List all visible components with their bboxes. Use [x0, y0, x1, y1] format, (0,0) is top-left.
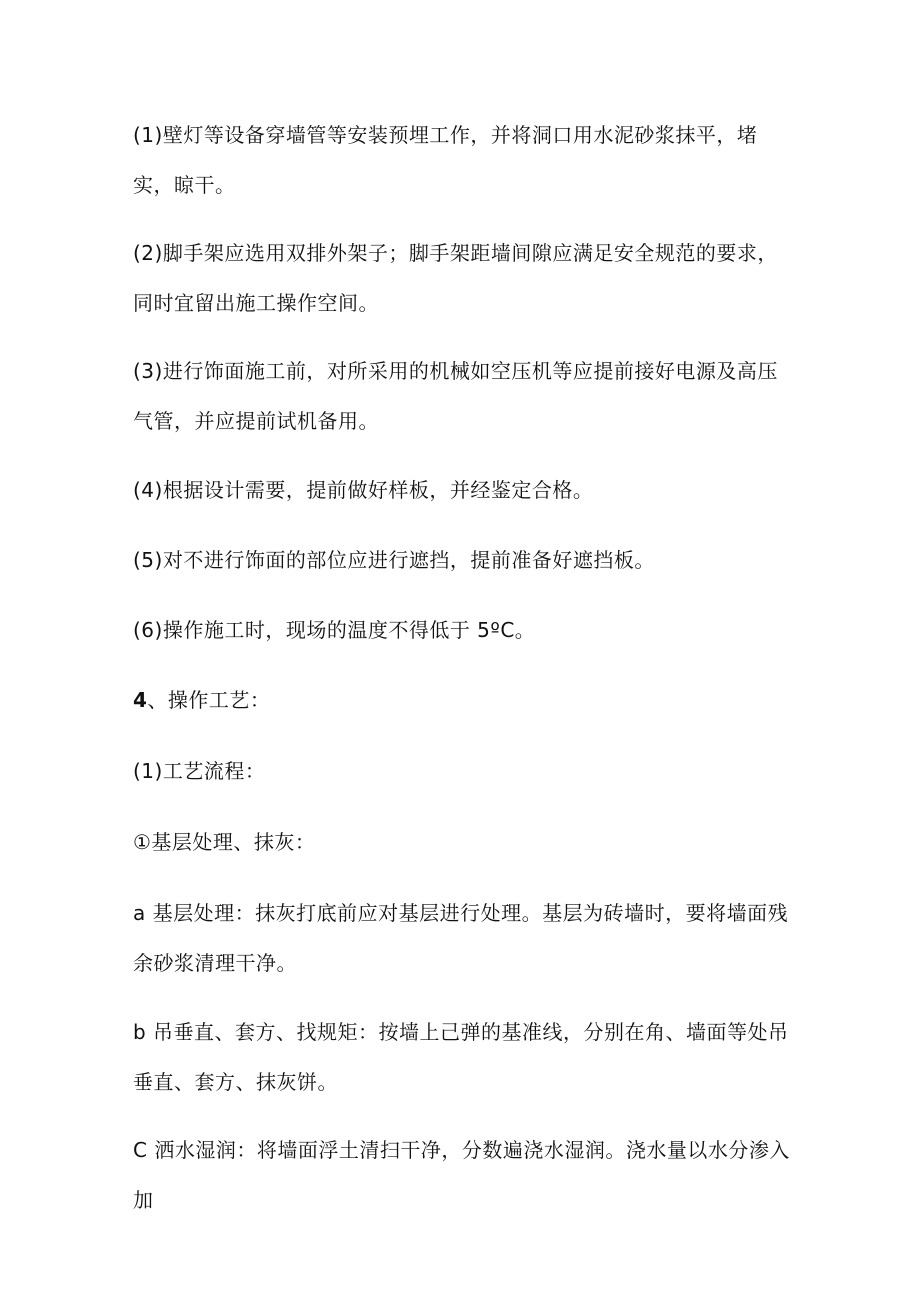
- paragraph-5: (5)对不进行饰面的部位应进行遮挡，提前准备好遮挡板。: [133, 548, 655, 572]
- section-number: 4: [133, 688, 148, 712]
- paragraph-10: b 吊垂直、套方、找规矩：按墙上己弹的基准线，分别在角、墙面等处吊垂直、套方、抹灰饼。: [133, 1020, 789, 1094]
- paragraph-4: (4)根据设计需要，提前做好样板，并经鉴定合格。: [133, 478, 594, 502]
- paragraph-1: (1)壁灯等设备穿墙管等安装预埋工作，并将洞口用水泥砂浆抹平，堵实，晾干。: [133, 123, 758, 197]
- paragraph-8: ①基层处理、抹灰：: [133, 830, 316, 854]
- paragraph-7: (1)工艺流程：: [133, 759, 266, 783]
- paragraph-9: a 基层处理：抹灰打底前应对基层进行处理。基层为砖墙时，要将墙面残余砂浆清理干净。: [133, 901, 789, 975]
- paragraph-3: (3)进行饰面施工前，对所采用的机械如空压机等应提前接好电源及高压气管，并应提前试机备用。: [133, 359, 778, 433]
- paragraph-2: (2)脚手架应选用双排外架子；脚手架距墙间隙应满足安全规范的要求，同时宜留出施工操作空间。: [133, 241, 778, 315]
- paragraph-6: (6)操作施工时，现场的温度不得低于 5ºC。: [133, 618, 536, 642]
- section-heading-4: [133, 675, 793, 725]
- paragraph-11: C 洒水湿润：将墙面浮土清扫干净，分数遍浇水湿润。浇水量以水分渗入加: [133, 1138, 790, 1212]
- section-title: 、操作工艺：: [147, 688, 271, 712]
